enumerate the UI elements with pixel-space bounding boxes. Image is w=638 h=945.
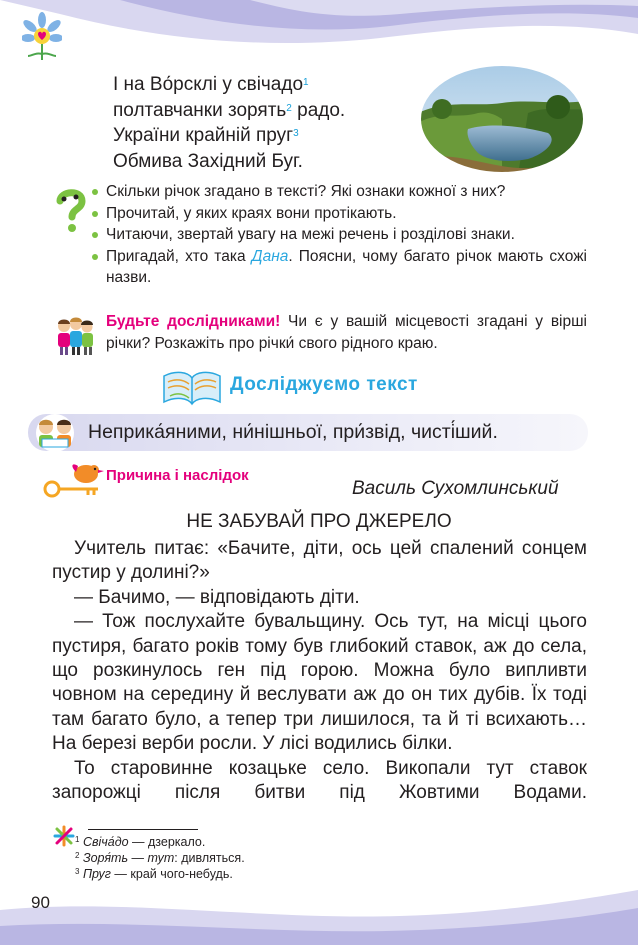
question-item: Скільки річок згадано в тексті? Які ознаки кожної з них? <box>90 181 587 203</box>
highlighted-name: Дана <box>251 247 289 265</box>
story-text <box>52 537 587 805</box>
kids-icon <box>54 316 96 356</box>
section-title: Досліджуємо текст <box>230 374 418 395</box>
story-title: НЕ ЗАБУВАЙ ПРО ДЖЕРЕЛО <box>186 511 452 532</box>
star-icon <box>53 825 75 847</box>
poem <box>113 72 345 174</box>
story-paragraph: Учитель питає: «Бачите, діти, ось цей спалений сонцем пустир у долині?» <box>52 538 587 584</box>
topic-badge: Причина і наслідок <box>106 467 249 484</box>
open-book-icon <box>160 366 224 408</box>
footnote-divider <box>88 829 198 830</box>
footnote: $^2$ Зоря́ть — тут: дивляться. <box>75 851 245 865</box>
river-landscape-image <box>418 63 586 175</box>
bottom-wave-decoration <box>0 880 638 945</box>
poem-line: І на Во́рсклі у свічадо$^1$ <box>113 74 309 95</box>
question-item: Пригадай, хто така Дана. Поясни, чому багато річок мають схожі назви. <box>90 246 587 289</box>
question-item: Прочитай, у яких краях вони протікають. <box>90 203 587 225</box>
stress-words: Неприка́яними, ни́нішньої, при́звід, чисті́ший. <box>88 421 498 443</box>
question-item: Читаючи, звертай увагу на межі речень і розділові знаки. <box>90 224 587 246</box>
flower-icon <box>22 12 62 64</box>
author-name: Василь Сухомлинський <box>352 478 559 499</box>
research-heading: Будьте дослідниками! <box>106 313 281 330</box>
poem-line: полтавчанки зорять$^2$ радо. <box>113 99 346 121</box>
poem-line: Обмива Західний Буг. <box>113 150 303 172</box>
key-bird-icon <box>42 460 106 498</box>
poem-line: України крайній пруг$^3$ <box>113 125 299 146</box>
question-list <box>90 181 587 289</box>
story-paragraph: То старовинне козацьке село. Викопали тут ставок запорожці після битви під Жовтими Водами. <box>52 757 587 804</box>
footnote: $^1$ Свіча́до — дзеркало. <box>75 835 206 849</box>
page-number: 90 <box>31 893 50 912</box>
question-mark-icon <box>50 185 92 235</box>
footnote: $^3$ Пруг — край чого-небудь. <box>75 867 233 881</box>
story-paragraph: — Бачимо, — відповідають діти. <box>74 586 360 608</box>
top-wave-decoration <box>0 0 638 70</box>
reading-kids-icon <box>30 413 80 453</box>
footnotes <box>75 834 245 882</box>
research-task: Будьте дослідниками! Чи є у вашій місцевості згадані у вірші річки? Розкажіть про річки́ свого рідного краю. <box>106 313 587 352</box>
story-paragraph: — Тож послухайте бувальщину. Ось тут, на місці цього пустиря, багато років тому був глибокий ставок, аж до села, що розкинулось ген під горою. Можна було випливти човном на середину й веслувати аж до он тих дубів. Їх тоді там багато було, а тепер три лишилося, та й ті всихають… На березі верби росли. У лісі водились білки. <box>52 611 587 755</box>
